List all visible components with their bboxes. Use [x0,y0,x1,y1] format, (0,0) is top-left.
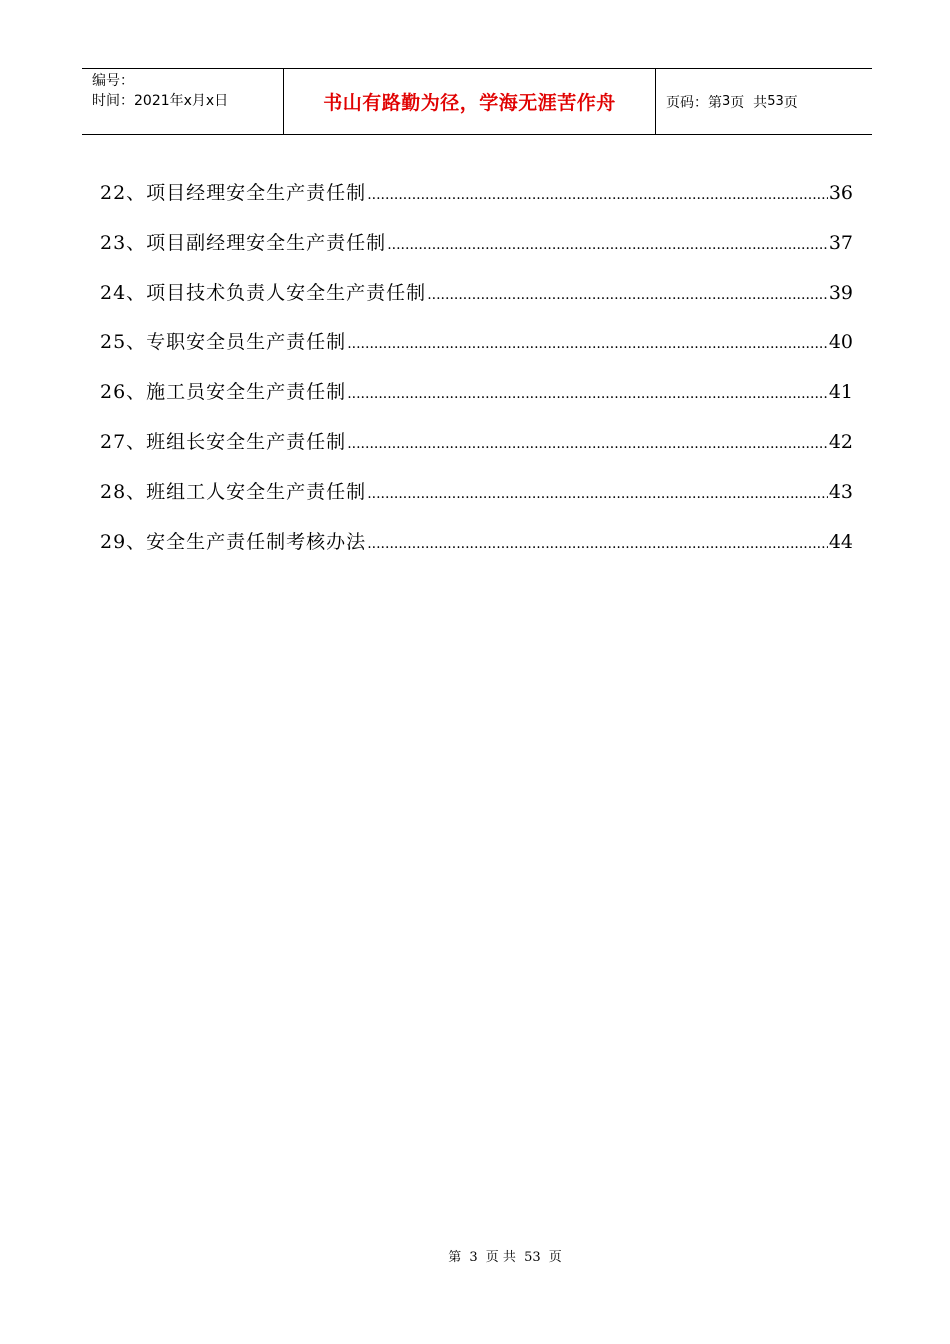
toc-entry-title: 23、项目副经理安全生产责任制 [100,231,387,254]
toc-entry-page: 36 [828,182,853,204]
toc-entry[interactable] [100,375,853,425]
footer-total-pages: 53 [524,1250,541,1265]
toc-entry-page: 43 [828,480,853,503]
toc-dot-leader [347,375,828,411]
header-motto: 书山有路勤为径，学海无涯苦作舟 [284,69,656,134]
toc-entry[interactable] [100,176,853,226]
toc-entry-page: 39 [828,281,853,304]
toc-entry-page: 44 [828,530,853,553]
toc-dot-leader [387,226,828,262]
code-label: 编号： [92,73,134,89]
toc-dot-leader [367,525,828,561]
toc-entry-title: 24、项目技术负责人安全生产责任制 [100,281,427,304]
page-end: 页 [783,94,798,111]
toc-dot-leader [347,325,828,361]
toc-dot-leader [367,475,828,511]
toc-dot-leader [347,425,828,461]
footer-prefix: 第 [448,1250,462,1265]
toc-entry-page: 37 [828,231,853,254]
toc-entry[interactable] [100,525,853,575]
toc-entry-title: 28、班组工人安全生产责任制 [100,480,367,503]
toc-dot-leader [367,176,828,212]
page-footer [0,1246,950,1265]
toc-entry[interactable] [100,425,853,475]
footer-suffix: 页 [548,1250,562,1265]
page-mid: 页 共 [730,94,768,111]
toc-entry[interactable] [100,276,853,326]
page-header [82,68,872,135]
header-meta [82,69,284,134]
page-total: 53 [767,94,784,109]
toc-entry-title: 26、施工员安全生产责任制 [100,381,347,404]
page-current: 3 [722,94,731,109]
toc-entry[interactable] [100,226,853,276]
toc-entry-title: 22、项目经理安全生产责任制 [100,182,367,204]
footer-current-page: 3 [469,1250,478,1265]
toc-entry-title: 25、专职安全员生产责任制 [100,331,347,354]
toc-entry-page: 40 [828,331,853,354]
toc-dot-leader [427,276,828,312]
table-of-contents [100,176,853,574]
toc-entry-title: 27、班组长安全生产责任制 [100,430,347,453]
toc-entry[interactable] [100,325,853,375]
toc-entry-title: 29、安全生产责任制考核办法 [100,530,367,553]
page-label: 页码：第 [666,94,722,111]
toc-entry-page: 42 [828,430,853,453]
toc-entry[interactable] [100,475,853,525]
header-page-info [656,69,872,134]
footer-mid: 页 共 [485,1250,516,1265]
time-label: 时间：2021年x月x日 [92,93,229,109]
toc-entry-page: 41 [828,381,853,404]
